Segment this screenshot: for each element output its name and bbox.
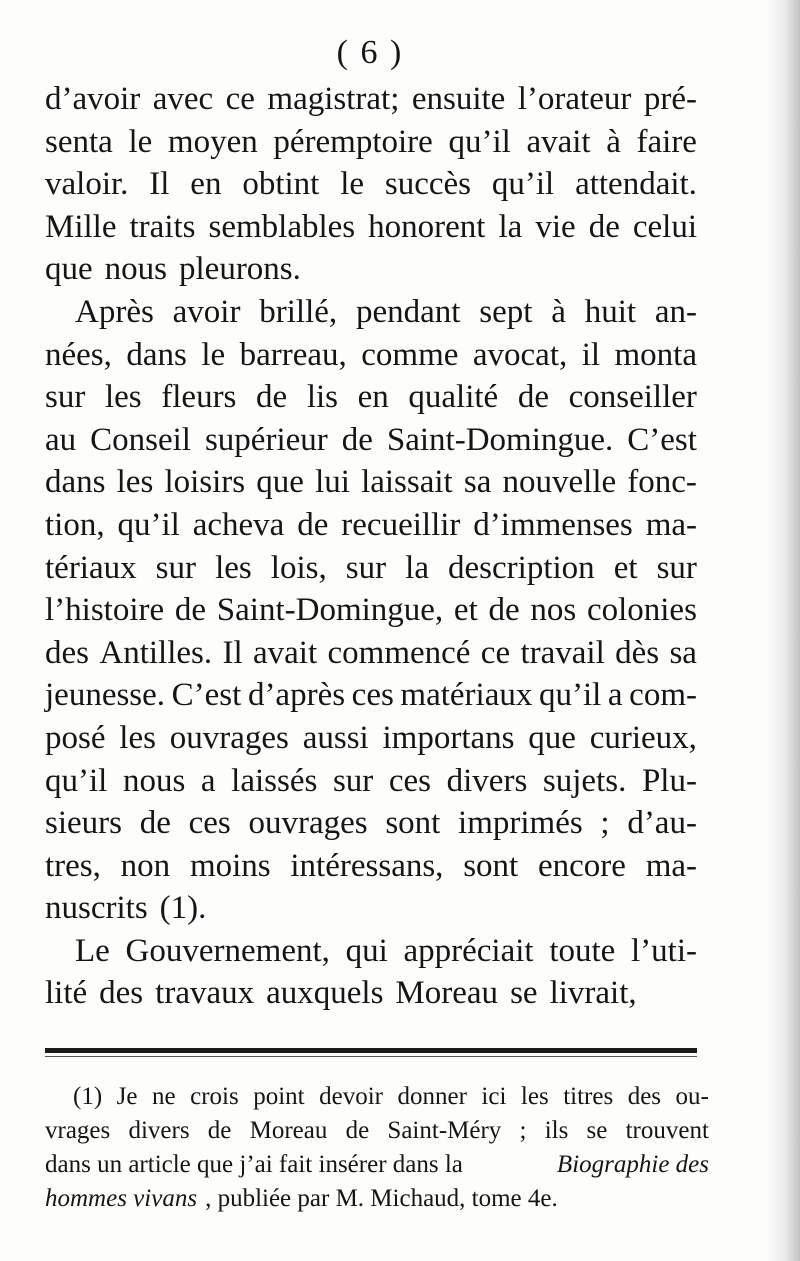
word: le bbox=[201, 336, 226, 373]
word: semblables bbox=[208, 208, 356, 245]
word: ces bbox=[388, 762, 432, 799]
word: traits bbox=[129, 208, 196, 245]
word: Je bbox=[116, 1083, 138, 1110]
word: nous bbox=[104, 251, 167, 288]
word: senta bbox=[45, 123, 113, 160]
word: jeunesse. bbox=[45, 677, 166, 714]
word: en bbox=[357, 379, 389, 416]
footnote-line bbox=[45, 1080, 709, 1114]
word: nuscrits bbox=[45, 890, 148, 927]
word: Saint-Méry bbox=[387, 1117, 502, 1144]
word: péremptoire bbox=[273, 123, 433, 160]
word: au bbox=[45, 421, 77, 458]
word: devoir bbox=[319, 1083, 383, 1110]
word: barreau, bbox=[239, 336, 347, 373]
word: qu’il bbox=[45, 762, 108, 799]
word: com- bbox=[629, 677, 697, 714]
word: tériaux bbox=[45, 549, 137, 586]
word: appréciait bbox=[403, 932, 534, 969]
word: se bbox=[586, 1117, 608, 1144]
word: sieurs bbox=[45, 805, 122, 842]
text-line bbox=[45, 802, 697, 845]
word: d’immenses bbox=[473, 506, 633, 543]
word: donner bbox=[397, 1083, 467, 1110]
word: comme bbox=[361, 336, 459, 373]
word: de bbox=[297, 506, 329, 543]
word: Après bbox=[75, 293, 154, 330]
word: intéressans, bbox=[290, 847, 444, 884]
word: sur bbox=[656, 549, 697, 586]
footnote-line bbox=[45, 1114, 709, 1148]
word: an- bbox=[654, 293, 697, 330]
word: importans bbox=[382, 719, 515, 756]
text-line bbox=[45, 887, 697, 930]
text-line bbox=[45, 206, 697, 249]
word: Antilles. bbox=[99, 634, 213, 671]
word: recueillir bbox=[341, 506, 461, 543]
word: avait bbox=[526, 123, 591, 160]
word: vrages bbox=[45, 1117, 111, 1144]
word: de bbox=[488, 592, 520, 629]
word: ma- bbox=[645, 506, 697, 543]
word: des bbox=[627, 1083, 662, 1110]
word: C’est bbox=[171, 677, 242, 714]
word: ensuite bbox=[411, 81, 506, 117]
text-line bbox=[45, 760, 697, 803]
word: de bbox=[174, 592, 207, 629]
text-line bbox=[45, 163, 697, 206]
text-line bbox=[45, 461, 697, 504]
word: Saint-Domingue. bbox=[386, 421, 614, 458]
word: de bbox=[345, 1117, 370, 1144]
word: moins bbox=[189, 847, 271, 884]
word: imprimés bbox=[458, 805, 583, 842]
word: lis bbox=[306, 379, 338, 416]
text-line bbox=[45, 419, 697, 462]
word: posé bbox=[45, 719, 106, 756]
footnote-line bbox=[45, 1182, 709, 1216]
word: ici bbox=[481, 1083, 507, 1110]
word: avocat, bbox=[472, 336, 568, 373]
word: l’orateur bbox=[517, 81, 632, 117]
word: Saint-Domingue, bbox=[216, 592, 444, 629]
word: l’histoire bbox=[45, 592, 165, 629]
word: sur bbox=[155, 549, 197, 586]
word: dans bbox=[45, 464, 106, 501]
word: ; bbox=[600, 805, 610, 842]
word: et bbox=[453, 592, 478, 629]
word: des bbox=[99, 975, 144, 1012]
word: a bbox=[607, 677, 623, 714]
word: qu’il bbox=[538, 677, 602, 714]
word: auxquels bbox=[266, 975, 384, 1012]
body-text bbox=[45, 78, 697, 1015]
text-line bbox=[45, 589, 697, 632]
word: aussi bbox=[302, 719, 369, 756]
word: non bbox=[120, 847, 171, 884]
word: magistrat; bbox=[267, 81, 400, 117]
word: tres, bbox=[45, 847, 101, 884]
word: commencé bbox=[327, 634, 471, 671]
word: en bbox=[190, 166, 222, 203]
text-line bbox=[45, 78, 697, 121]
word: de bbox=[207, 1117, 232, 1144]
word: Conseil bbox=[90, 421, 191, 458]
word: ne bbox=[151, 1083, 176, 1110]
word: les bbox=[119, 719, 156, 756]
word: pré- bbox=[643, 81, 697, 117]
word: que bbox=[528, 719, 576, 756]
word: Plu- bbox=[641, 762, 697, 799]
word: faire bbox=[636, 123, 697, 160]
word: de bbox=[517, 379, 549, 416]
word: sept bbox=[479, 293, 533, 330]
word: ce bbox=[225, 81, 255, 117]
word: sa bbox=[463, 464, 492, 501]
word: vie bbox=[535, 208, 576, 245]
word: moyen bbox=[167, 123, 258, 160]
word: les bbox=[215, 549, 252, 586]
text-line bbox=[45, 248, 697, 291]
word: description bbox=[448, 549, 595, 586]
word: valoir. bbox=[45, 166, 129, 203]
word: curieux, bbox=[589, 719, 697, 756]
word: Le bbox=[75, 932, 110, 969]
text-line bbox=[45, 930, 697, 973]
word: matériaux bbox=[400, 677, 533, 714]
word: Il bbox=[149, 166, 170, 203]
word: travail bbox=[520, 634, 605, 671]
word: qu’il bbox=[491, 166, 555, 203]
word: avait bbox=[253, 634, 318, 671]
word: de bbox=[139, 805, 171, 842]
word: encore bbox=[537, 847, 626, 884]
text-line bbox=[45, 334, 697, 377]
word: acheva bbox=[192, 506, 285, 543]
word: le bbox=[340, 166, 365, 203]
word: loisirs bbox=[164, 464, 246, 501]
word: nous bbox=[122, 762, 186, 799]
text-line bbox=[45, 121, 697, 164]
footnote-text: dans un article que j’ai fait insérer dans la bbox=[45, 1151, 463, 1178]
word: huit bbox=[584, 293, 637, 330]
word: lois, bbox=[270, 549, 327, 586]
word: de bbox=[256, 379, 288, 416]
text-line bbox=[45, 717, 697, 760]
word: divers bbox=[446, 762, 528, 799]
word: ; bbox=[519, 1117, 527, 1144]
word: qu’il bbox=[448, 123, 511, 160]
word: divers bbox=[128, 1117, 190, 1144]
word: sur bbox=[332, 762, 374, 799]
footnote-separator bbox=[45, 1048, 697, 1053]
word: toute bbox=[549, 932, 616, 969]
word: d’après bbox=[247, 677, 346, 714]
text-line bbox=[45, 972, 697, 1015]
word: fleurs bbox=[161, 379, 237, 416]
word: sa bbox=[669, 634, 697, 671]
word: sont bbox=[385, 805, 441, 842]
word: pleurons. bbox=[179, 251, 301, 288]
word: nos bbox=[530, 592, 577, 629]
text-line bbox=[45, 376, 697, 419]
text-line bbox=[45, 504, 697, 547]
word: qu’il bbox=[117, 506, 180, 543]
word: d’au- bbox=[627, 805, 697, 842]
word: obtint bbox=[242, 166, 320, 203]
word: honorent bbox=[368, 208, 486, 245]
footnote bbox=[45, 1080, 709, 1216]
text-line bbox=[45, 291, 697, 334]
word: succès bbox=[384, 166, 472, 203]
word: avoir bbox=[172, 293, 241, 330]
word: Il bbox=[222, 634, 243, 671]
word: C’est bbox=[627, 421, 697, 458]
word: colonies bbox=[586, 592, 697, 629]
word: laissait bbox=[361, 464, 453, 501]
word: ils bbox=[544, 1117, 569, 1144]
word: d’avoir bbox=[45, 81, 141, 117]
word: (1) bbox=[73, 1083, 103, 1110]
word: ouvrages bbox=[248, 805, 368, 842]
word: crois bbox=[190, 1083, 239, 1110]
word: fonc- bbox=[627, 464, 697, 501]
word: qui bbox=[345, 932, 388, 969]
word: brillé, bbox=[259, 293, 338, 330]
word: les bbox=[520, 1083, 549, 1110]
word: Mille bbox=[45, 208, 117, 245]
word: ouvrages bbox=[169, 719, 289, 756]
footnote-italic-title: Biographie des bbox=[556, 1151, 709, 1178]
word: (1). bbox=[159, 890, 207, 927]
footnote-separator-thin bbox=[45, 1056, 697, 1057]
word: sujets. bbox=[542, 762, 627, 799]
word: point bbox=[253, 1083, 305, 1110]
word: la bbox=[405, 549, 429, 586]
footnote-italic-title: hommes vivans bbox=[45, 1185, 198, 1212]
word: l’uti- bbox=[631, 932, 697, 969]
word: la bbox=[498, 208, 523, 245]
word: les bbox=[104, 379, 142, 416]
word: sont bbox=[463, 847, 519, 884]
word: Gouvernement, bbox=[125, 932, 330, 969]
word: lui bbox=[315, 464, 350, 501]
page-edge-shadow bbox=[766, 0, 800, 1261]
text-line bbox=[45, 632, 697, 675]
word: dans bbox=[126, 336, 187, 373]
word: de bbox=[341, 421, 373, 458]
word: ce bbox=[480, 634, 511, 671]
word: Moreau bbox=[395, 975, 499, 1012]
page-number: ( 6 ) bbox=[336, 34, 404, 71]
word: se bbox=[510, 975, 538, 1012]
word: titres bbox=[563, 1083, 614, 1110]
word: lité bbox=[45, 975, 88, 1012]
word: dès bbox=[615, 634, 660, 671]
word: avec bbox=[152, 81, 214, 117]
word: de bbox=[588, 208, 620, 245]
word: ou- bbox=[675, 1083, 709, 1110]
word: des bbox=[45, 634, 89, 671]
word: travaux bbox=[155, 975, 255, 1012]
word: que bbox=[45, 251, 93, 288]
word: monta bbox=[614, 336, 697, 373]
text-line bbox=[45, 674, 697, 717]
word: à bbox=[551, 293, 566, 330]
footnote-text: , publiée par M. Michaud, tome 4e. bbox=[205, 1185, 558, 1212]
footnote-line bbox=[45, 1148, 709, 1182]
word: celui bbox=[632, 208, 697, 245]
word: le bbox=[128, 123, 153, 160]
text-line bbox=[45, 845, 697, 888]
word: tion, bbox=[45, 506, 105, 543]
text-line bbox=[45, 547, 697, 590]
word: conseiller bbox=[568, 379, 697, 416]
word: ma- bbox=[645, 847, 697, 884]
word: ces bbox=[188, 805, 231, 842]
word: à bbox=[606, 123, 621, 160]
word: trouvent bbox=[625, 1117, 709, 1144]
word: pendant bbox=[355, 293, 461, 330]
word: ces bbox=[351, 677, 394, 714]
word: que bbox=[256, 464, 304, 501]
word: sur bbox=[45, 379, 86, 416]
word: attendait. bbox=[575, 166, 697, 203]
word: les bbox=[116, 464, 154, 501]
word: a bbox=[200, 762, 216, 799]
word: Moreau bbox=[249, 1117, 328, 1144]
word: nées, bbox=[45, 336, 112, 373]
word: et bbox=[613, 549, 638, 586]
word: livrait, bbox=[549, 975, 637, 1012]
word: sur bbox=[345, 549, 387, 586]
word: il bbox=[581, 336, 601, 373]
word: laissés bbox=[231, 762, 318, 799]
word: supérieur bbox=[204, 421, 328, 458]
word: nouvelle bbox=[502, 464, 617, 501]
word: qualité bbox=[408, 379, 499, 416]
